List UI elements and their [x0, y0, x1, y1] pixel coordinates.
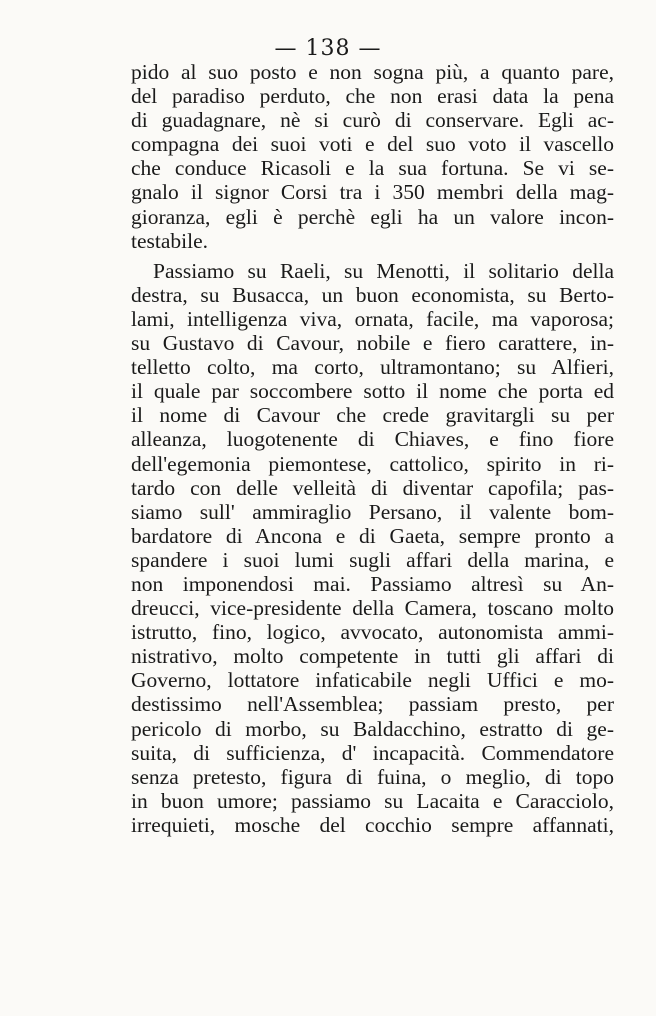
text-line: nistrativo, molto competente in tutti gli affari di — [131, 644, 614, 669]
text-line: del paradiso perduto, che non erasi data la pena — [131, 84, 614, 109]
text-line: il nome di Cavour che crede gravitargli su per — [131, 403, 614, 428]
text-line: destissimo nell'Assemblea; passiam presto, per — [131, 692, 614, 717]
text-line: Governo, lottatore infaticabile negli Uffici e mo- — [131, 668, 614, 693]
text-line: Passiamo su Raeli, su Menotti, il solitario della — [153, 258, 614, 283]
text-line: gioranza, egli è perchè egli ha un valore incon- — [131, 204, 614, 229]
text-line: dreucci, vice-presidente della Camera, toscano molto — [131, 596, 614, 621]
text-line: istrutto, fino, logico, avvocato, autonomista ammi- — [131, 620, 614, 645]
text-line: siamo sull' ammiraglio Persano, il valente bom- — [131, 499, 614, 524]
text-line: lami, intelligenza viva, ornata, facile, ma vaporosa; — [131, 306, 614, 331]
page-body — [131, 60, 614, 837]
text-line: destra, su Busacca, un buon economista, su Berto- — [131, 282, 614, 307]
text-line: testabile. — [131, 228, 209, 253]
text-line: in buon umore; passiamo su Lacaita e Caracciolo, — [131, 788, 614, 813]
text-line: il quale par soccombere sotto il nome che porta ed — [131, 379, 614, 404]
text-line: gnalo il signor Corsi tra i 350 membri della mag- — [131, 180, 614, 205]
text-line: pericolo di morbo, su Baldacchino, estratto di ge- — [131, 716, 614, 741]
text-line: su Gustavo di Cavour, nobile e fiero carattere, in- — [131, 331, 614, 356]
text-line: dell'egemonia piemontese, cattolico, spirito in ri- — [131, 451, 614, 476]
text-line: suita, di sufficienza, d' incapacità. Commendatore — [131, 740, 614, 765]
text-line: bardatore di Ancona e di Gaeta, sempre pronto a — [131, 523, 614, 548]
paragraph — [131, 259, 614, 837]
text-line: che conduce Ricasoli e la sua fortuna. Se vi se- — [131, 156, 614, 181]
page-number: — 138 — — [274, 36, 382, 61]
text-line: spandere i suoi lumi sugli affari della marina, e — [131, 547, 614, 572]
text-line: irrequieti, mosche del cocchio sempre affannati, — [131, 812, 614, 837]
paragraph — [131, 60, 614, 253]
text-line: di guadagnare, nè si curò di conservare. Egli ac- — [131, 108, 614, 133]
text-line: pido al suo posto e non sogna più, a quanto pare, — [131, 60, 614, 84]
text-line: tardo con delle velleità di diventar capofila; pas- — [131, 475, 614, 500]
text-line: compagna dei suoi voti e del suo voto il vascello — [131, 132, 614, 157]
text-line: non imponendosi mai. Passiamo altresì su An- — [131, 571, 614, 596]
text-line: senza pretesto, figura di fuina, o meglio, di topo — [131, 764, 614, 789]
text-line: alleanza, luogotenente di Chiaves, e fino fiore — [131, 427, 614, 452]
text-line: telletto colto, ma corto, ultramontano; su Alfieri, — [131, 355, 614, 380]
